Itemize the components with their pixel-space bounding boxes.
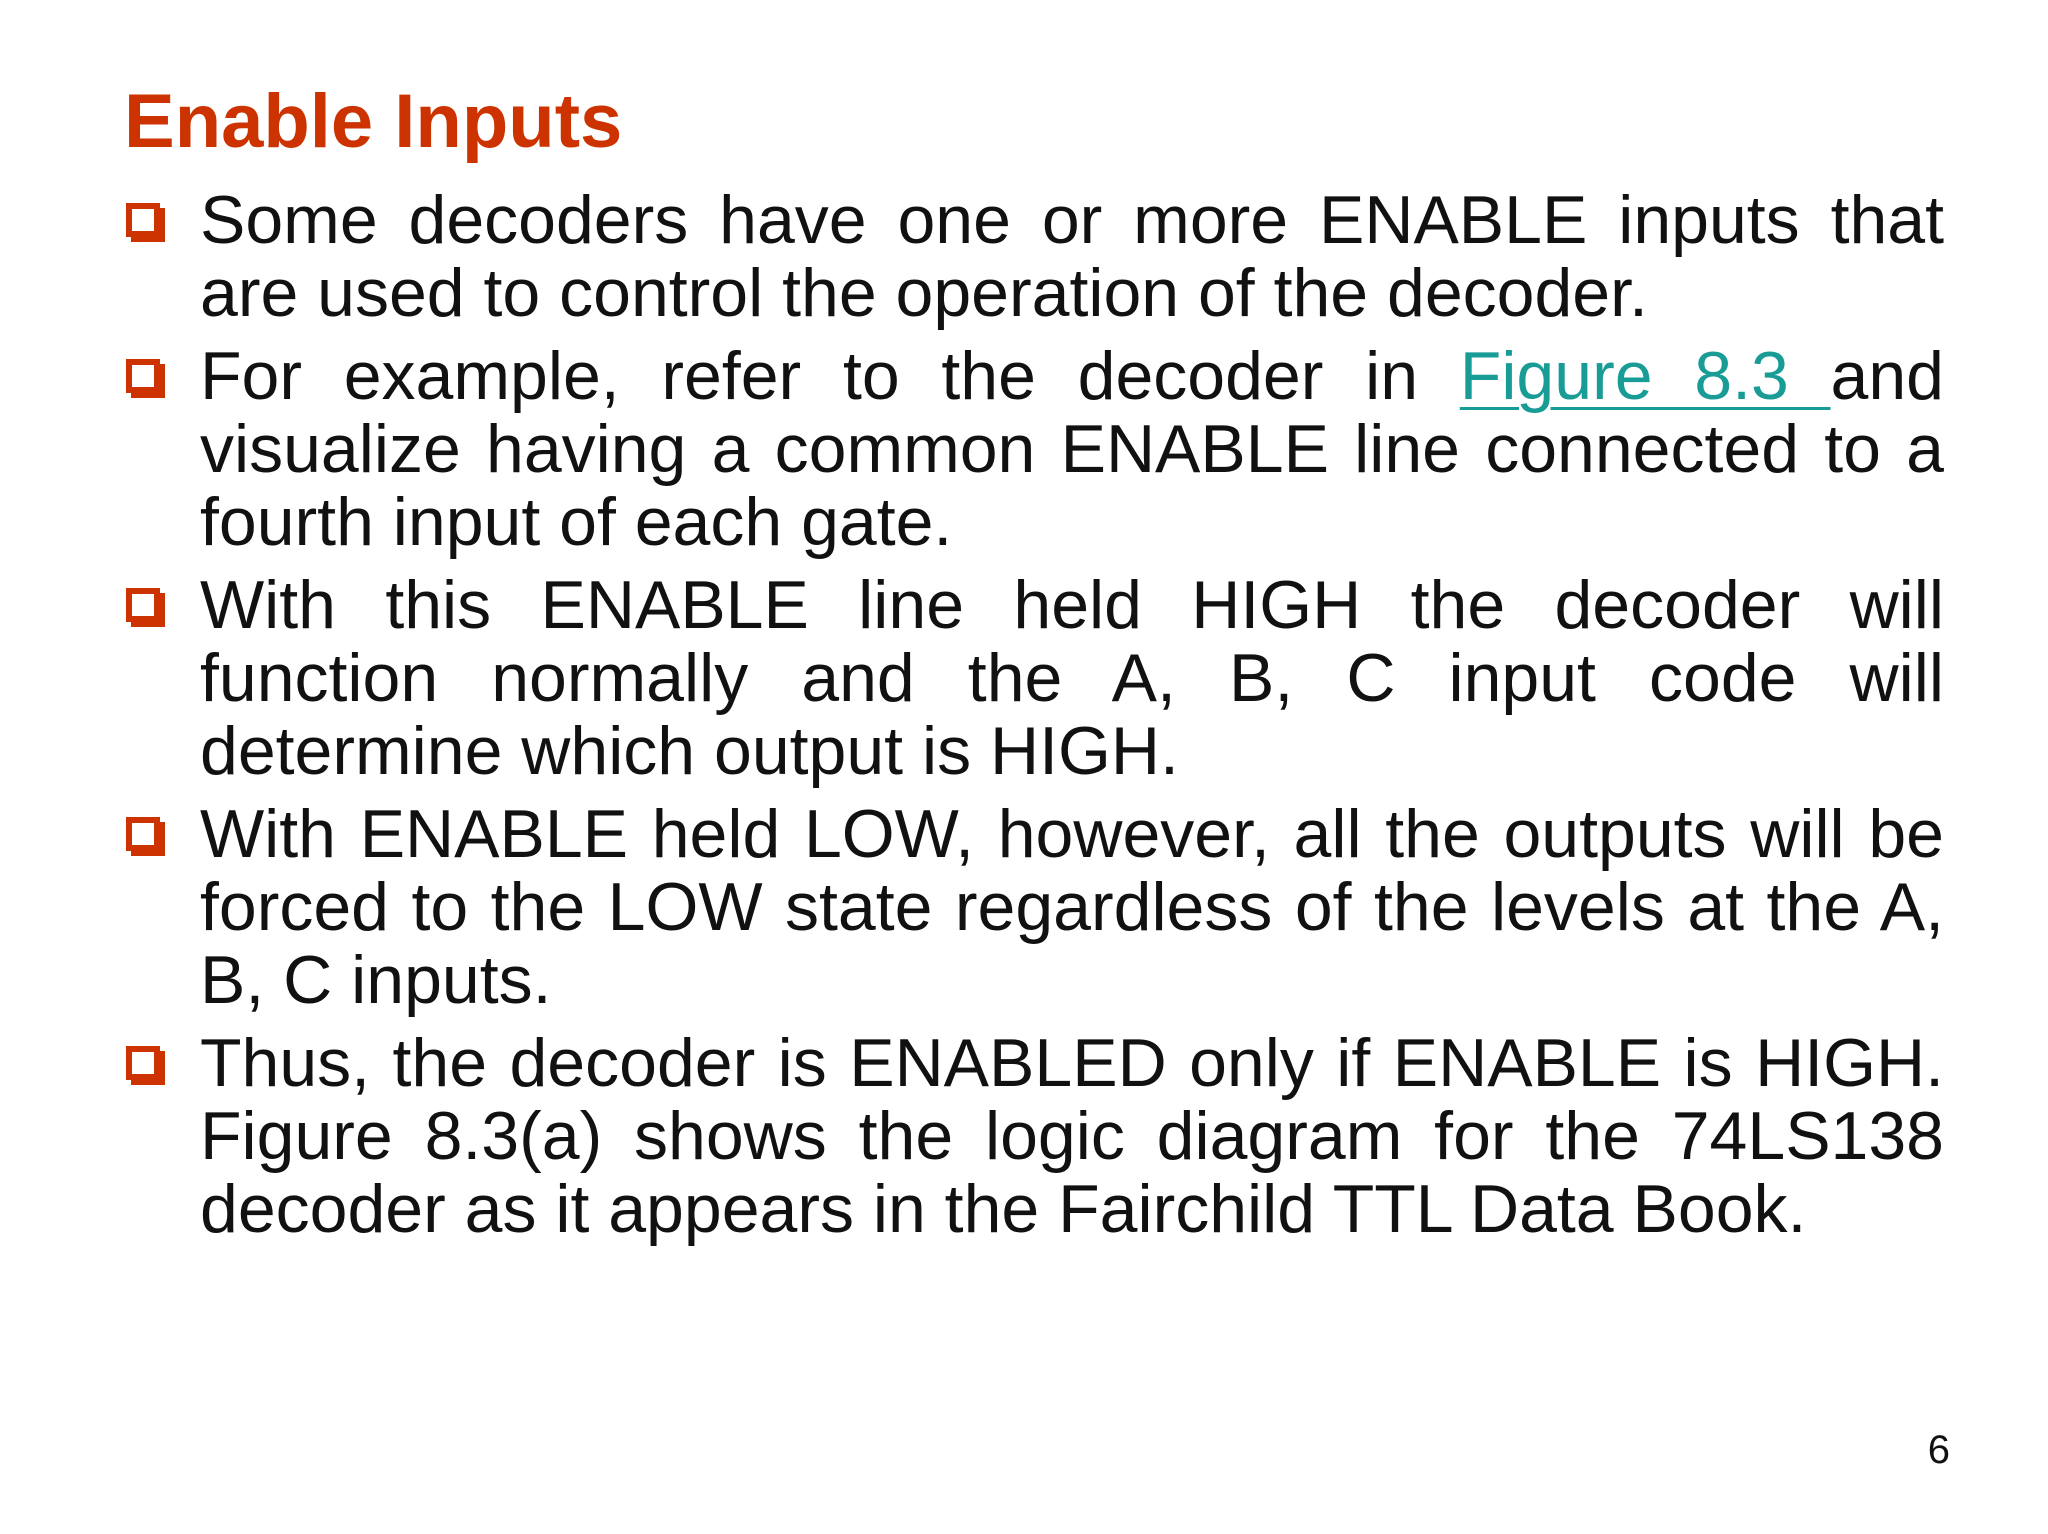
- bullet-item: [124, 798, 1944, 1017]
- figure-8-3-link[interactable]: Figure 8.3: [1459, 338, 1831, 414]
- bullet-list: [124, 184, 1944, 1256]
- bullet-text: Thus, the decoder is ENABLED only if ENABLE is HIGH. Figure 8.3(a) shows the logic diagram for the 74LS138 decoder as it appears in the Fairchild TTL Data Book.: [200, 1025, 1944, 1247]
- bullet-text: With this ENABLE line held HIGH the decoder will function normally and the A, B, C input code will determine which output is HIGH.: [200, 567, 1944, 789]
- slide-title: Enable Inputs: [124, 79, 623, 164]
- bullet-text: With ENABLE held LOW, however, all the outputs will be forced to the LOW state regardless of the levels at the A, B, C inputs.: [200, 796, 1944, 1018]
- square-bullet-icon: [126, 203, 160, 237]
- bullet-item: [124, 569, 1944, 788]
- bullet-text: Some decoders have one or more ENABLE inputs that are used to control the operation of the decoder.: [200, 182, 1944, 331]
- square-bullet-icon: [126, 1046, 160, 1080]
- page-number: 6: [1927, 1428, 1950, 1472]
- bullet-item: [124, 1027, 1944, 1246]
- bullet-item: [124, 340, 1944, 559]
- square-bullet-icon: [126, 588, 160, 622]
- bullet-item: [124, 184, 1944, 330]
- bullet-text: and visualize having a common ENABLE line connected to a fourth input of each gate.: [200, 338, 1944, 560]
- square-bullet-icon: [126, 359, 160, 393]
- square-bullet-icon: [126, 817, 160, 851]
- bullet-text: For example, refer to the decoder in: [200, 338, 1460, 414]
